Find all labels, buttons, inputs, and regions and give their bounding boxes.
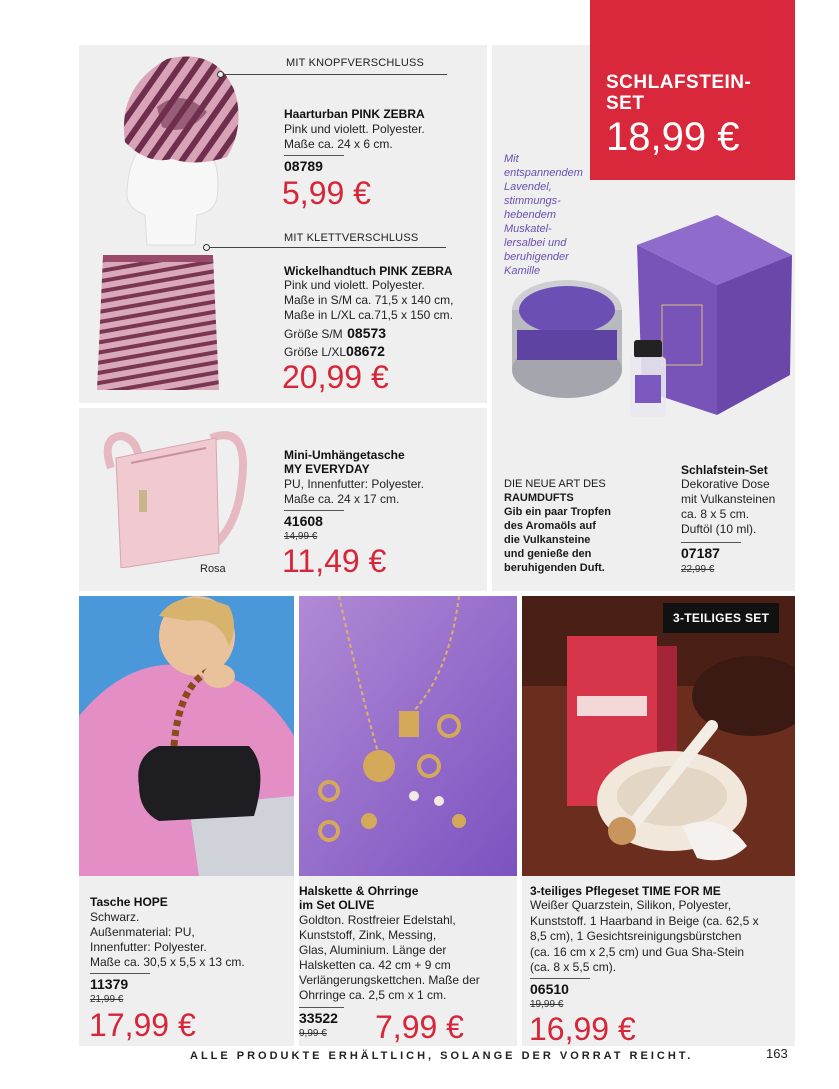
time-for-me-desc-3: 8,5 cm), 1 Gesichtsreinigungsbürstchen: [530, 929, 742, 943]
mini-bag-image: [91, 418, 271, 568]
olive-title-1: Halskette & Ohrringe: [299, 884, 419, 898]
time-for-me-sku: 06510: [530, 981, 569, 997]
mini-bag-desc-1: PU, Innenfutter: Polyester.: [284, 477, 425, 491]
mini-bag-price: 11,49 €: [282, 543, 387, 579]
sleep-italic-line: beruhigender: [504, 251, 569, 263]
time-for-me-photo: [522, 596, 795, 876]
sleep-desc-3: ca. 8 x 5 cm.: [681, 507, 750, 521]
sleep-italic-line: lersalbei und: [504, 237, 567, 249]
panel-turban-towel: [79, 45, 487, 403]
time-for-me-title: 3-teiliges Pflegeset TIME FOR ME: [530, 884, 721, 898]
olive-title-2: im Set OLIVE: [299, 898, 375, 912]
turban-sku: 08789: [284, 158, 323, 174]
towel-size-sm-sku: 08573: [347, 325, 387, 341]
hope-photo-art: [79, 596, 294, 876]
olive-photo-art: [299, 596, 517, 876]
turban-callout: MIT KNOPFVERSCHLUSS: [286, 57, 425, 69]
sleep-set-italic-note: [504, 152, 594, 278]
divider: [530, 978, 590, 979]
divider: [90, 973, 150, 974]
towel-desc-2: Maße in S/M ca. 71,5 x 140 cm,: [284, 293, 454, 307]
page-number: 163: [766, 1046, 788, 1061]
sleep-set-old-price: 22,99 €: [681, 564, 715, 575]
sleep-tag-desc-1: Gib ein paar Tropfen: [504, 506, 611, 518]
hope-sku: 11379: [90, 976, 129, 992]
olive-desc-6: Ohrringe ca. 2,5 cm x 1 cm.: [299, 988, 447, 1002]
sleep-italic-line: Muskatel-: [504, 223, 552, 235]
sleep-desc-1: Dekorative Dose: [681, 477, 770, 491]
divider: [284, 155, 344, 156]
olive-desc-3: Glas, Aluminium. Länge der: [299, 943, 447, 957]
sleep-set-tagline: [504, 477, 634, 575]
time-for-me-desc-1: Weißer Quarzstein, Silikon, Polyester,: [530, 898, 732, 912]
page-footer: ALLE PRODUKTE ERHÄLTLICH, SOLANGE DER VORRAT REICHT.: [190, 1050, 694, 1062]
olive-desc-2: Kunststoff, Zink, Messing,: [299, 928, 437, 942]
mini-bag-title-2: MY EVERYDAY: [284, 462, 370, 476]
sleep-badge-price: 18,99 €: [606, 115, 740, 159]
olive-old-price: 9,99 €: [299, 1028, 327, 1039]
mini-bag-title-1: Mini-Umhängetasche: [284, 448, 405, 462]
sleep-set-details: [681, 463, 793, 537]
time-for-me-badge: 3-TEILIGES SET: [663, 603, 779, 633]
olive-photo: [299, 596, 517, 876]
callout-dot: [203, 244, 210, 251]
sleep-italic-line: Kamille: [504, 265, 541, 277]
sleep-set-title: Schlafstein-Set: [681, 463, 768, 477]
sleep-badge-title-1: SCHLAFSTEIN-: [606, 72, 752, 93]
towel-size-lxl-sku: 08672: [346, 343, 385, 359]
towel-desc-1: Pink und violett. Polyester.: [284, 278, 425, 292]
hope-desc-3: Innenfutter: Polyester.: [90, 940, 207, 954]
towel-title: Wickelhandtuch PINK ZEBRA: [284, 264, 453, 278]
mini-bag-sku: 41608: [284, 513, 323, 529]
sleep-set-price-badge: [590, 0, 795, 180]
panel-olive: [299, 876, 517, 1046]
sleep-tag-2: RAUMDUFTS: [504, 492, 574, 504]
turban-title: Haarturban PINK ZEBRA: [284, 107, 425, 121]
time-for-me-desc-4: (ca. 16 cm x 2,5 cm) und Gua Sha-Stein: [530, 945, 745, 959]
towel-size-lxl-label: Größe L/XL: [284, 345, 347, 359]
divider: [299, 1007, 344, 1008]
time-for-me-desc-2: Kunststoff. 1 Haarband in Beige (ca. 62,5 x: [530, 914, 759, 928]
callout-line: [224, 74, 447, 75]
towel-image: [93, 250, 223, 400]
sleep-desc-2: mit Vulkansteinen: [681, 492, 776, 506]
sleep-badge-title-2: SET: [606, 93, 645, 114]
sleep-tag-desc-5: beruhigenden Duft.: [504, 562, 605, 574]
towel-size-sm: [284, 325, 386, 343]
turban-price: 5,99 €: [282, 175, 371, 211]
sleep-italic-line: stimmungs-: [504, 195, 561, 207]
sleep-tag-desc-4: und genieße den: [504, 548, 592, 560]
panel-time-for-me: [522, 876, 795, 1046]
olive-desc-1: Goldton. Rostfreier Edelstahl,: [299, 913, 456, 927]
hope-desc-2: Außenmaterial: PU,: [90, 925, 195, 939]
olive-sku: 33522: [299, 1010, 338, 1026]
divider: [681, 542, 741, 543]
panel-hope: [79, 876, 294, 1046]
towel-callout: MIT KLETTVERSCHLUSS: [284, 232, 419, 244]
sleep-tag-1: DIE NEUE ART DES: [504, 478, 606, 490]
sleep-set-sku: 07187: [681, 545, 720, 561]
mini-bag-old-price: 14,99 €: [284, 531, 318, 542]
time-for-me-photo-art: [522, 596, 795, 876]
towel-price: 20,99 €: [282, 359, 389, 395]
hope-title: Tasche HOPE: [90, 895, 168, 909]
callout-line: [210, 247, 446, 248]
time-for-me-old-price: 19,99 €: [530, 999, 564, 1010]
towel-desc-3: Maße in L/XL ca.71,5 x 150 cm.: [284, 308, 453, 322]
turban-desc-1: Pink und violett. Polyester.: [284, 122, 425, 136]
turban-image: [87, 47, 257, 247]
sleep-tag-desc-3: die Vulkansteine: [504, 534, 591, 546]
sleep-italic-line: hebendem: [504, 209, 556, 221]
hope-old-price: 21,99 €: [90, 994, 124, 1005]
olive-price: 7,99 €: [375, 1009, 464, 1045]
turban-desc-2: Maße ca. 24 x 6 cm.: [284, 137, 393, 151]
hope-desc-4: Maße ca. 30,5 x 5,5 x 13 cm.: [90, 955, 245, 969]
sleep-desc-4: Duftöl (10 ml).: [681, 522, 757, 536]
sleep-tag-desc-2: des Aromaöls auf: [504, 520, 596, 532]
callout-dot: [217, 71, 224, 78]
time-for-me-price: 16,99 €: [529, 1011, 636, 1046]
time-for-me-desc-5: (ca. 8 x 5,5 cm).: [530, 960, 617, 974]
hope-price: 17,99 €: [89, 1007, 196, 1043]
sleep-italic-line: Mit: [504, 153, 519, 165]
hope-desc-1: Schwarz.: [90, 910, 140, 924]
sleep-italic-line: Lavendel,: [504, 181, 552, 193]
hope-photo: [79, 596, 294, 876]
olive-desc-4: Halsketten ca. 42 cm + 9 cm: [299, 958, 451, 972]
sleep-italic-line: entspannendem: [504, 167, 583, 179]
towel-size-sm-label: Größe S/M: [284, 327, 343, 341]
olive-desc-5: Verlängerungskettchen. Maße der: [299, 973, 480, 987]
panel-mini-bag: [79, 408, 487, 591]
divider: [284, 510, 344, 511]
mini-bag-color-label: Rosa: [200, 563, 226, 575]
mini-bag-desc-2: Maße ca. 24 x 17 cm.: [284, 492, 400, 506]
